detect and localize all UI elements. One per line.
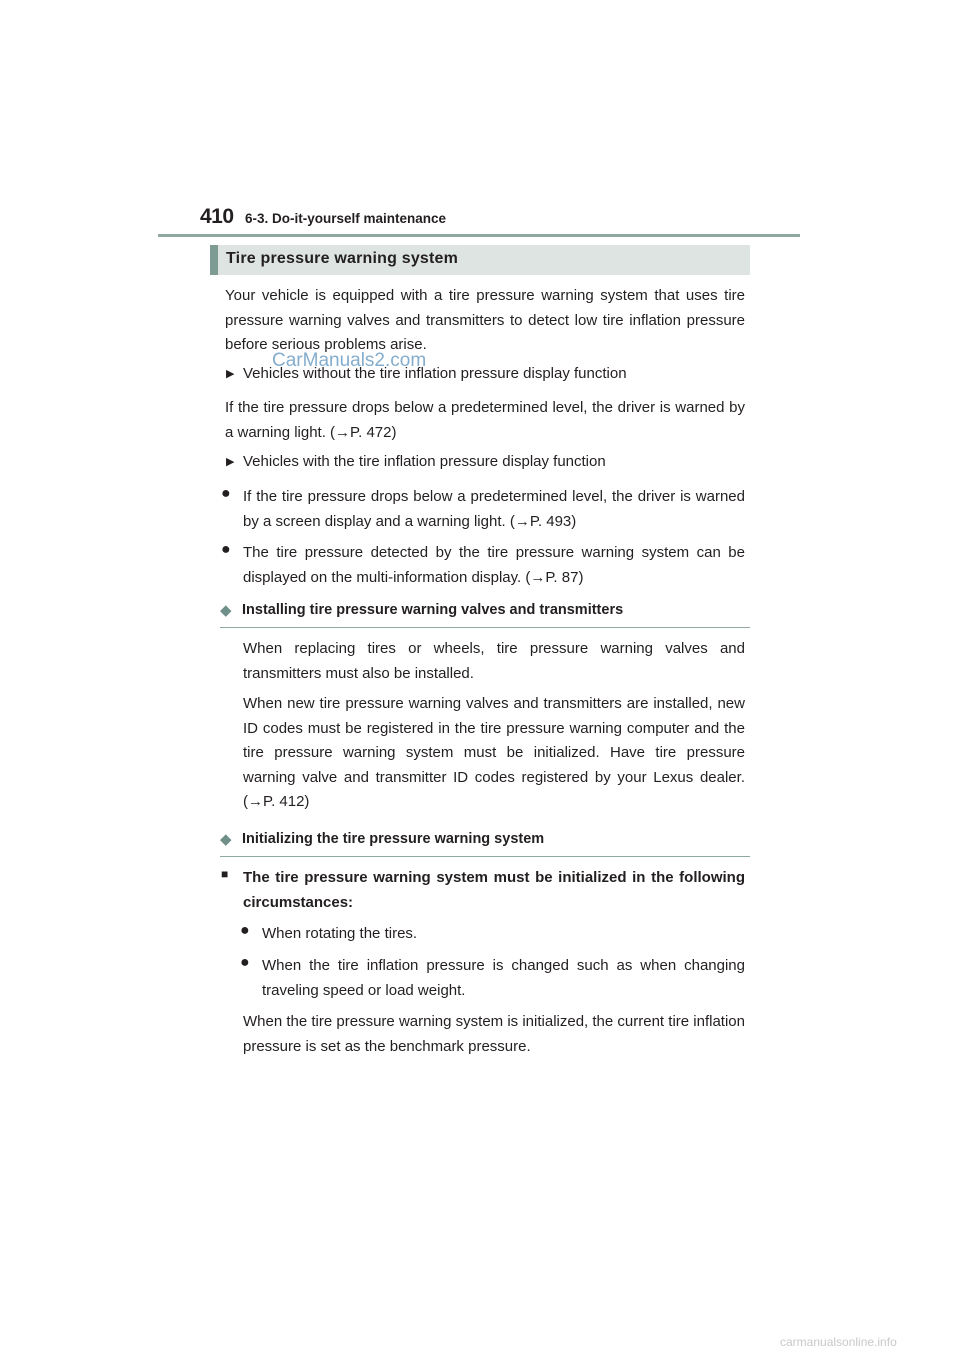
triangle-icon: ▶ xyxy=(226,456,235,468)
watermark: CarManuals2.com xyxy=(272,350,427,371)
triangle-icon: ▶ xyxy=(226,368,235,380)
intro-paragraph: Your vehicle is equipped with a tire pressure warning system that uses tire pressure warning valves and transmitters to detect low tire inflation pressure before serious problems arise. xyxy=(225,287,745,354)
bullet-icon: ● xyxy=(221,485,231,502)
initializing-note: When the tire pressure warning system is initialized, the current tire inflation pressure is set as the benchmark pressure. xyxy=(243,1013,745,1055)
bullet-icon: ● xyxy=(240,922,250,939)
case-without-label-text: Vehicles without the tire inflation pressure display function xyxy=(243,365,627,382)
case-without-label xyxy=(226,365,746,389)
installing-heading-text: Installing tire pressure warning valves and transmitters xyxy=(242,602,624,618)
bullet-icon: ● xyxy=(221,541,231,558)
case-with-label xyxy=(226,453,746,477)
box-heading-title: Tire pressure warning system xyxy=(226,250,459,267)
initializing-heading xyxy=(220,830,750,857)
list-item xyxy=(240,954,745,1004)
initializing-subheading-text: The tire pressure warning system must be initialized in the following circumstances: xyxy=(243,869,745,911)
initializing-subheading xyxy=(221,866,745,916)
square-icon: ■ xyxy=(221,867,229,881)
list-item-text: The tire pressure detected by the tire pressure warning system can be displayed on the multi-information display. (→P. 87) xyxy=(243,544,745,586)
list-item xyxy=(240,922,745,948)
section-title: 6-3. Do-it-yourself maintenance xyxy=(245,211,447,226)
diamond-icon: ◆ xyxy=(220,831,232,848)
list-item-text: When rotating the tires. xyxy=(262,925,418,942)
header-divider xyxy=(158,234,800,237)
installing-paragraph-1: When replacing tires or wheels, tire pressure warning valves and transmitters must also be installed. xyxy=(243,640,745,682)
list-item xyxy=(221,485,745,535)
initializing-heading-text: Initializing the tire pressure warning system xyxy=(242,831,545,847)
list-item xyxy=(221,541,745,591)
installing-heading xyxy=(220,601,750,628)
bullet-icon: ● xyxy=(240,954,250,971)
footer-watermark: carmanualsonline.info xyxy=(780,1335,897,1349)
list-item-text: When the tire inflation pressure is changed such as when changing traveling speed or load weight. xyxy=(262,957,745,999)
case-with-label-text: Vehicles with the tire inflation pressure display function xyxy=(243,453,606,470)
box-heading xyxy=(210,245,750,275)
page-header xyxy=(200,205,800,235)
case-without-paragraph: If the tire pressure drops below a predetermined level, the driver is warned by a warning light. (→P. 472) xyxy=(225,399,745,441)
page-number: 410 xyxy=(200,205,234,228)
list-item-text: If the tire pressure drops below a predetermined level, the driver is warned by a screen display and a warning light. (→P. 493) xyxy=(243,488,745,530)
diamond-icon: ◆ xyxy=(220,602,232,619)
installing-paragraph-2: When new tire pressure warning valves and transmitters are installed, new ID codes must be registered in the tire pressure warning computer and the tire pressure warning system must be initialized. Have tire pressure warning valve and transmitter ID codes registered by your Lexus dealer. (→P. 412) xyxy=(243,695,745,811)
